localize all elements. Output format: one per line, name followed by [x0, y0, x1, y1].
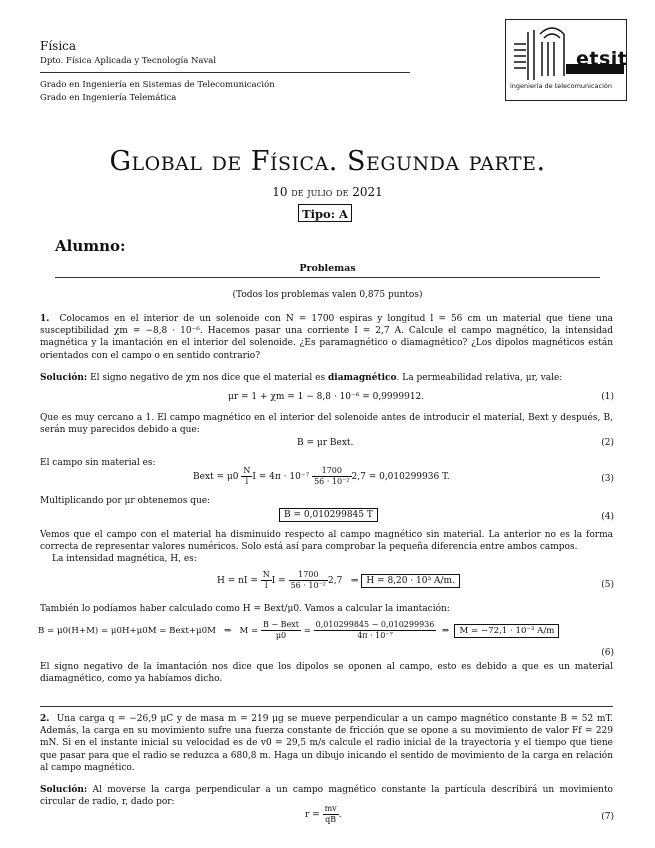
- solution-text-end: . La permeabilidad relativa, μr, vale:: [396, 373, 563, 383]
- logo-subtext: ingeniería de telecomunicación: [510, 82, 613, 90]
- equation-5-result-box: H = 8,20 · 10³ A/m.: [361, 574, 460, 588]
- equation-1: μr = 1 + χm = 1 − 8,8 · 10⁻⁶ = 0,9999912.: [228, 392, 425, 402]
- eq6-lhs: B = μ0(H+M) = μ0H+μ0M = Bext+μ0M ⇒ M =: [38, 626, 259, 636]
- degree-1: Grado en Ingeniería en Sistemas de Telecomunicación: [40, 80, 275, 90]
- solution-keyword: diamagnético: [327, 373, 397, 383]
- eq5-frac2-num: 1700: [289, 570, 328, 581]
- eq6-frac1-num: B − Bext: [262, 620, 299, 629]
- problem-1-text-6: La intensidad magnética, H, es:: [52, 554, 197, 564]
- logo-text: etsit: [576, 48, 628, 70]
- eq7-frac-num: mv: [324, 804, 337, 813]
- header-rule: [40, 72, 410, 73]
- eq5-frac1-num: N: [262, 570, 270, 579]
- eq3-fraction-2: [312, 466, 351, 487]
- eq5-fraction-1: [261, 570, 272, 591]
- problem-1-text-2: Que es muy cercano a 1. El campo magnético en el interior del solenoide antes de introducir el material, Bext y después, B, serán muy parecidos debido a que:: [40, 413, 613, 436]
- eq3-frac1-den: l: [245, 477, 249, 486]
- problem-1-text-7: También lo podíamos haber calculado como H = Bext/μ0. Vamos a calcular la imantación:: [40, 604, 450, 614]
- eq7-frac-den: qB: [325, 815, 337, 824]
- etsit-logo: [505, 19, 627, 101]
- eq5-fraction-2: [289, 570, 328, 591]
- equation-2-number: (2): [601, 438, 614, 448]
- eq3-lhs: Bext = μ0: [193, 472, 239, 482]
- section-rule: [55, 277, 600, 278]
- eq5-mid: I =: [271, 576, 286, 586]
- eq7-end: .: [338, 810, 342, 820]
- equation-7-number: (7): [601, 812, 614, 822]
- eq6-frac1-den: μ0: [275, 631, 287, 640]
- eq7-lhs: r =: [305, 810, 320, 820]
- equation-4-number: (4): [601, 512, 614, 522]
- equation-6-number: (6): [601, 648, 614, 658]
- problem-1-text: Colocamos en el interior de un solenoide con N = 1700 espiras y longitud l = 56 cm un material que tiene una susceptibilidad χm = −8,8 · 10⁻⁶. Hacemos pasar una corriente I = 2,7 A. Calcule el campo magnético, la intensidad magnética y la imantación en el interior del solenoide. ¿Es paramagnético o diamagnético? ¿Los dipolos magnéticos están orientados con el campo o en sentido contrario?: [40, 314, 613, 361]
- exam-type-box: Tipo: A: [298, 204, 352, 222]
- solution-text: El signo negativo de χm nos dice que el material es: [90, 373, 326, 383]
- subject-title: Física: [40, 39, 77, 53]
- problem-2-number: 2.: [40, 714, 50, 724]
- eq3-frac1-num: N: [243, 466, 251, 475]
- department: Dpto. Física Aplicada y Tecnología Naval: [40, 56, 217, 66]
- problem-separator: [40, 706, 613, 707]
- problem-1-text-4: Multiplicando por μr obtenemos que:: [40, 496, 211, 506]
- points-note: (Todos los problemas valen 0,875 puntos): [232, 290, 423, 300]
- eq6-arrow: ⇒: [441, 626, 450, 636]
- equation-6-result-box: M = −72,1 · 10⁻³ A/m: [454, 624, 559, 638]
- eq5-frac1-den: l: [264, 581, 268, 590]
- eq6-fraction-2: [314, 620, 437, 641]
- solution-label-2: Solución:: [40, 785, 88, 795]
- eq6-frac2-num: 0,010299845 − 0,010299936: [315, 620, 435, 629]
- problem-1-solution-intro: [40, 372, 613, 384]
- problem-2-text: Una carga q = −26,9 μC y de masa m = 219 μg se mueve perpendicular a un campo magnético constante B = 52 mT. Además, la carga en su movimiento sufre una fuerza constante de fricción que se opone a su movimiento de valor Ff = 229 mN. Si en el instante inicial su velocidad es de v0 = 29,5 m/s calcule el radio inicial de la trayectoria y el tiempo que tiene que pasar para que el radio se reduzca a 680,8 m. Haga un dibujo inicando el sentido de movimiento de la carga en relación al campo magnético.: [40, 714, 613, 773]
- eq6-frac2-den: 4π · 10⁻⁷: [357, 631, 393, 640]
- exam-title: Global de Física. Segunda parte.: [109, 146, 546, 177]
- exam-date: 10 de julio de 2021: [272, 185, 383, 199]
- degree-2: Grado en Ingeniería Telemática: [40, 93, 177, 103]
- equation-2: B = μr Bext.: [297, 438, 354, 448]
- problem-1-text-3: El campo sin material es:: [40, 458, 156, 468]
- eq3-rhs: 2,7 = 0,010299936 T.: [351, 472, 450, 482]
- equation-5-number: (5): [601, 580, 614, 590]
- solution-label-1: Solución:: [40, 373, 88, 383]
- problem-1-statement: [40, 313, 613, 362]
- problem-2-solution-text: Al moverse la carga perpendicular a un campo magnético constante la partícula describirá un movimiento circular de radio, r, dado por:: [40, 785, 613, 808]
- equation-5: [217, 570, 460, 591]
- equation-3-number: (3): [601, 474, 614, 484]
- section-heading: Problemas: [299, 263, 356, 274]
- eq5-rhs: 2,7 ⇒: [328, 576, 359, 586]
- problem-2-statement: [40, 713, 613, 774]
- eq5-lhs: H = nI =: [217, 576, 258, 586]
- eq3-frac2-den: 56 · 10⁻²: [314, 477, 350, 486]
- eq5-frac2-den: 56 · 10⁻²: [290, 581, 327, 590]
- eq6-fraction-1: [261, 620, 301, 641]
- equation-6: [38, 620, 559, 641]
- problem-1-number: 1.: [40, 314, 50, 324]
- equation-4: [279, 510, 378, 520]
- eq7-fraction: [323, 804, 339, 825]
- eq6-equals: =: [303, 626, 311, 636]
- equation-7: [305, 804, 342, 825]
- problem-1-text-8: El signo negativo de la imantación nos dice que los dipolos se oponen al campo, esto es debido a que es un material diamagnético, como ya habíamos dicho.: [40, 662, 613, 685]
- eq3-mid: I = 4π · 10⁻⁷: [252, 472, 310, 482]
- equation-4-result-box: B = 0,010299845 T: [279, 508, 378, 522]
- eq3-frac2-num: 1700: [312, 466, 351, 477]
- eq3-fraction-1: [241, 466, 252, 487]
- equation-3: [193, 466, 450, 487]
- problem-1-text-5: Vemos que el campo con el material ha disminuido respecto al campo magnético sin material. La anterior no es la forma correcta de representar valores numéricos. Solo está así para comprobar la pequeña diferencia entre ambos campos.: [40, 530, 613, 553]
- student-label: Alumno:: [55, 237, 126, 255]
- equation-1-number: (1): [601, 392, 614, 402]
